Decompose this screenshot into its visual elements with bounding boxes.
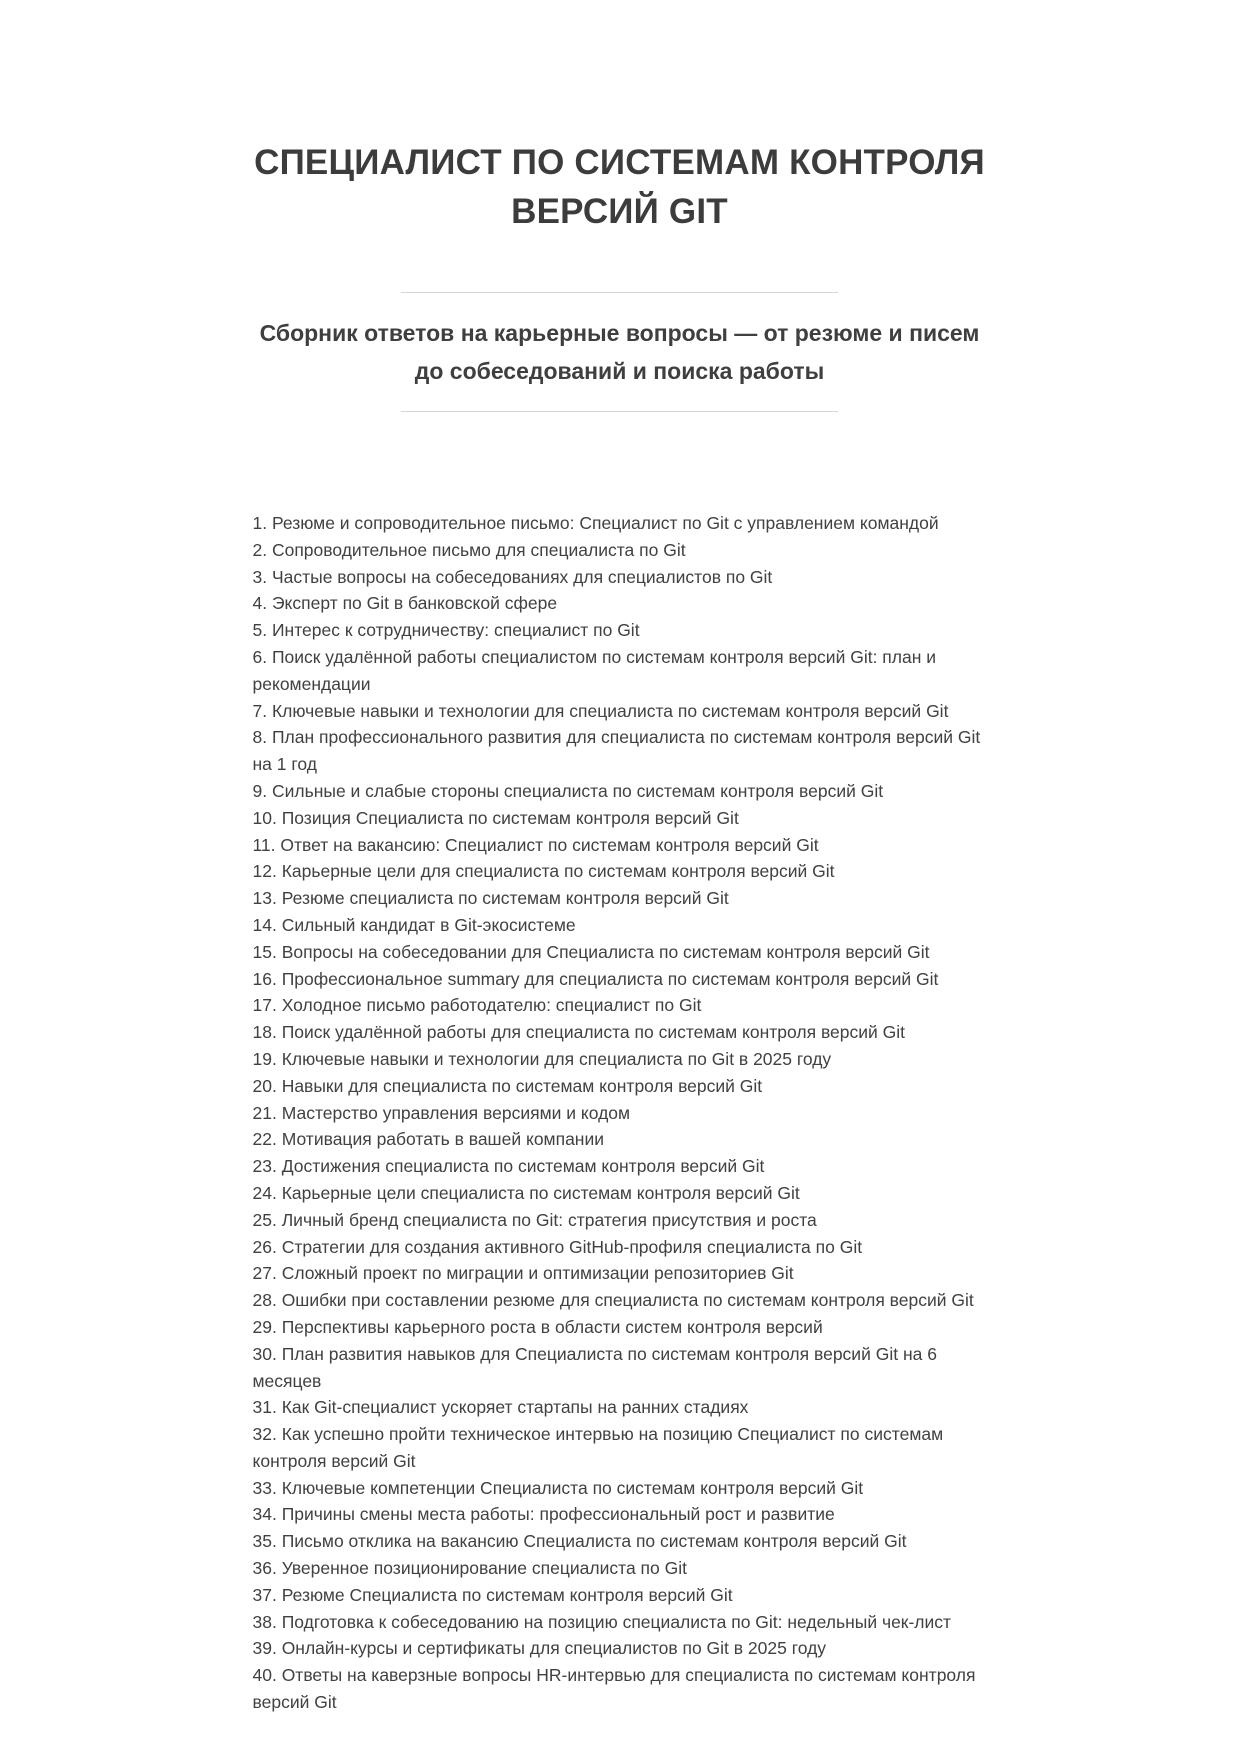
toc-item: 39. Онлайн-курсы и сертификаты для специалистов по Git в 2025 году xyxy=(252,1638,827,1659)
toc-item: 5. Интерес к сотрудничеству: специалист по Git xyxy=(252,620,640,641)
toc-item: 1. Резюме и сопроводительное письмо: Специалист по Git с управлением командой xyxy=(252,513,939,533)
toc-item: 29. Перспективы карьерного роста в области систем контроля версий xyxy=(252,1316,823,1337)
toc-item: 17. Холодное письмо работодателю: специалист по Git xyxy=(252,995,702,1016)
toc-item: 9. Сильные и слабые стороны специалиста по системам контроля версий Git xyxy=(252,780,884,801)
toc-item: 14. Сильный кандидат в Git-экосистеме xyxy=(252,914,576,935)
title-divider-bottom xyxy=(401,411,838,412)
toc-item: 31. Как Git-специалист ускоряет стартапы на ранних стадиях xyxy=(252,1397,749,1418)
toc-list xyxy=(253,510,987,1716)
toc-item: 11. Ответ на вакансию: Специалист по системам контроля версий Git xyxy=(252,834,819,855)
page-subtitle: Сборник ответов на карьерные вопросы — от резюме и писем до собеседований и поиска работы xyxy=(259,320,980,384)
toc-item: 10. Позиция Специалиста по системам контроля версий Git xyxy=(252,807,739,828)
toc-item: 40. Ответы на каверзные вопросы HR-интервью для специалиста по системам контроля версий Git xyxy=(252,1665,976,1713)
toc-item: 38. Подготовка к собеседованию на позицию специалиста по Git: недельный чек-лист xyxy=(252,1611,952,1632)
toc-item: 15. Вопросы на собеседовании для Специалиста по системам контроля версий Git xyxy=(252,941,930,962)
toc-item: 25. Личный бренд специалиста по Git: стратегия присутствия и роста xyxy=(252,1209,817,1230)
toc-item: 27. Сложный проект по миграции и оптимизации репозиториев Git xyxy=(252,1263,794,1284)
toc-item: 30. План развития навыков для Специалиста по системам контроля версий Git на 6 месяцев xyxy=(252,1343,937,1391)
document-page xyxy=(253,0,987,1716)
toc-item: 3. Частые вопросы на собеседованиях для специалистов по Git xyxy=(252,566,773,587)
toc-item: 34. Причины смены места работы: профессиональный рост и развитие xyxy=(252,1504,835,1525)
page-title: СПЕЦИАЛИСТ ПО СИСТЕМАМ КОНТРОЛЯ ВЕРСИЙ GIT xyxy=(254,143,985,231)
toc-item: 22. Мотивация работать в вашей компании xyxy=(252,1129,605,1150)
toc-item: 8. План профессионального развития для специалиста по системам контроля версий Git на 1 год xyxy=(252,727,981,775)
toc-item: 12. Карьерные цели для специалиста по системам контроля версий Git xyxy=(252,861,835,882)
toc-item: 28. Ошибки при составлении резюме для специалиста по системам контроля версий Git xyxy=(252,1290,974,1311)
toc-item: 35. Письмо отклика на вакансию Специалиста по системам контроля версий Git xyxy=(252,1531,907,1552)
toc-item: 7. Ключевые навыки и технологии для специалиста по системам контроля версий Git xyxy=(252,700,949,721)
toc-item: 36. Уверенное позиционирование специалиста по Git xyxy=(252,1558,687,1579)
toc-item: 16. Профессиональное summary для специалиста по системам контроля версий Git xyxy=(252,968,939,989)
toc-item: 13. Резюме специалиста по системам контроля версий Git xyxy=(252,888,729,909)
toc-item: 19. Ключевые навыки и технологии для специалиста по Git в 2025 году xyxy=(252,1048,832,1069)
toc-item: 18. Поиск удалённой работы для специалиста по системам контроля версий Git xyxy=(252,1022,906,1043)
toc-item: 26. Стратегии для создания активного GitHub-профиля специалиста по Git xyxy=(252,1236,863,1257)
toc-item: 20. Навыки для специалиста по системам контроля версий Git xyxy=(252,1075,763,1096)
toc-item: 21. Мастерство управления версиями и кодом xyxy=(252,1102,631,1123)
toc-item: 2. Сопроводительное письмо для специалиста по Git xyxy=(252,539,686,560)
toc-item: 32. Как успешно пройти техническое интервью на позицию Специалист по системам контроля версий Git xyxy=(252,1424,944,1471)
toc-item: 33. Ключевые компетенции Специалиста по системам контроля версий Git xyxy=(252,1477,864,1498)
toc-item: 24. Карьерные цели специалиста по системам контроля версий Git xyxy=(252,1182,800,1203)
toc-item: 6. Поиск удалённой работы специалистом по системам контроля версий Git: план и рекомендации xyxy=(252,646,937,694)
toc-item: 4. Эксперт по Git в банковской сфере xyxy=(252,593,558,614)
title-divider-top xyxy=(401,292,838,293)
toc-item: 23. Достижения специалиста по системам контроля версий Git xyxy=(252,1156,765,1177)
toc-item: 37. Резюме Специалиста по системам контроля версий Git xyxy=(252,1584,733,1605)
